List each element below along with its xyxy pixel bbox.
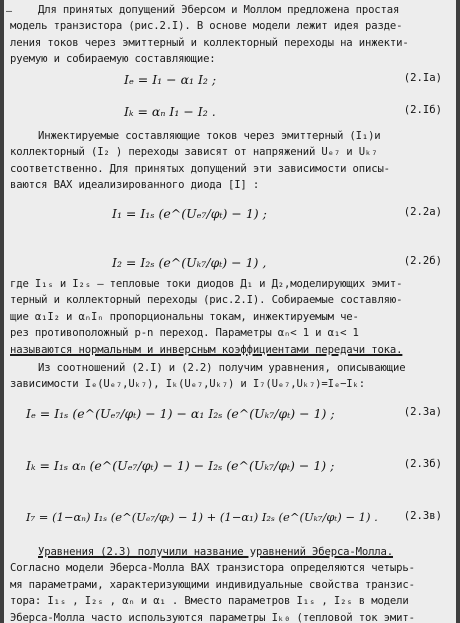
text-line-underlined: называются нормальным и инверсным коэффициентами передачи тока. [10, 343, 403, 356]
equation-formula: I₂ = I₂ₛ (e^(Uₖ₇/φₜ) − 1) , [112, 255, 267, 270]
paragraph-equations-intro [10, 360, 450, 393]
paragraph-ebers-moll [10, 544, 450, 623]
equation-formula: Iₖ = αₙ I₁ − I₂ . [124, 104, 216, 119]
equation-number: (2.3б) [403, 458, 442, 470]
text-line: Эберса-Молла часто используются параметры Iₖ₀ (тепловой ток эмит- [10, 611, 415, 623]
text-line: где I₁ₛ и I₂ₛ – тепловые токи диодов Д₁ и Д₂,моделирующих эмит- [10, 278, 403, 290]
text-line: терный и коллекторный переходы (рис.2.I). Собираемые составляю- [10, 294, 403, 307]
equation-formula: I₁ = I₁ₛ (e^(Uₑ₇/φₜ) − 1) ; [112, 206, 267, 221]
equation-formula: Iₑ = I₁ − α₁ I₂ ; [124, 72, 217, 87]
equation-formula: Iₖ = I₁ₛ αₙ (e^(Uₑ₇/φₜ) − 1) − I₂ₛ (e^(Uₖ₇/φₜ) − 1) ; [26, 458, 335, 473]
equation-number: (2.2б) [403, 255, 442, 267]
paragraph-intro [10, 2, 450, 68]
paragraph-thermal-currents [10, 276, 450, 358]
equation-2-1b [4, 104, 456, 128]
text-line: рез противоположный p-n переход. Параметры αₙ< 1 и α₁< 1 [10, 327, 359, 340]
paragraph-injected-currents [10, 128, 450, 194]
text-line: руемую и собираемую составляющие: [10, 53, 216, 66]
text-line: тора: I₁ₛ , I₂ₛ , αₙ и α₁ . Вместо параметров I₁ₛ , I₂ₛ в модели [10, 595, 409, 608]
text-line-underlined: Уравнения (2.3) получили название уравнений Эберса-Молла. [38, 546, 393, 558]
equation-2-3v [4, 510, 456, 534]
text-line: модель транзистора (рис.2.I). В основе модели лежит идея разде- [10, 20, 403, 33]
text-line: Из соотношений (2.I) и (2.2) получим уравнения, описывающие [38, 362, 406, 374]
text-line: ваются ВАХ идеализированного диода [I] : [10, 179, 260, 192]
equation-2-3b [4, 458, 456, 482]
equation-2-1a [4, 72, 456, 96]
equation-number: (2.3а) [403, 406, 442, 418]
text-line: коллекторный (I₂ ) переходы зависят от напряжений Uₑ₇ и Uₖ₇ [10, 146, 378, 159]
text-line: Для принятых допущений Эберсом и Моллом предложена простая [38, 4, 400, 16]
text-line: щие α₁I₂ и αₙIₙ пропорциональны токам, инжектируемым че- [10, 310, 359, 323]
margin-mark: – [6, 6, 13, 17]
text-line: Инжектируемые составляющие токов через эмиттерный (I₁)и [38, 130, 381, 142]
equation-number: (2.Iа) [403, 72, 442, 84]
text-line: зависимости Iₑ(Uₑ₇,Uₖ₇), Iₖ(Uₑ₇,Uₖ₇) и I₇(Uₑ₇,Uₖ₇)=Iₑ−Iₖ: [10, 378, 365, 391]
equation-formula: I₇ = (1−αₙ) I₁ₛ (e^(Uₑ₇/φₜ) − 1) + (1−α₁) I₂ₛ (e^(Uₖ₇/φₜ) − 1) . [26, 510, 378, 524]
equation-formula: Iₑ = I₁ₛ (e^(Uₑ₇/φₜ) − 1) − α₁ I₂ₛ (e^(Uₖ₇/φₜ) − 1) ; [26, 406, 335, 421]
equation-number: (2.Iб) [403, 104, 442, 116]
equation-number: (2.2а) [403, 206, 442, 218]
text-line: мя параметрами, характеризующими индивидуальные свойства транзис- [10, 578, 415, 591]
equation-2-2a [4, 206, 456, 230]
document-page [4, 0, 456, 623]
text-line: Согласно модели Эберса-Молла ВАХ транзистора определяются четырь- [10, 562, 415, 575]
equation-2-3a [4, 406, 456, 430]
text-line: соответственно. Для принятых допущений эти зависимости описы- [10, 162, 390, 175]
equation-number: (2.3в) [403, 510, 442, 522]
text-line: ления токов через эмиттерный и коллекторный переходы на инжекти- [10, 36, 409, 49]
